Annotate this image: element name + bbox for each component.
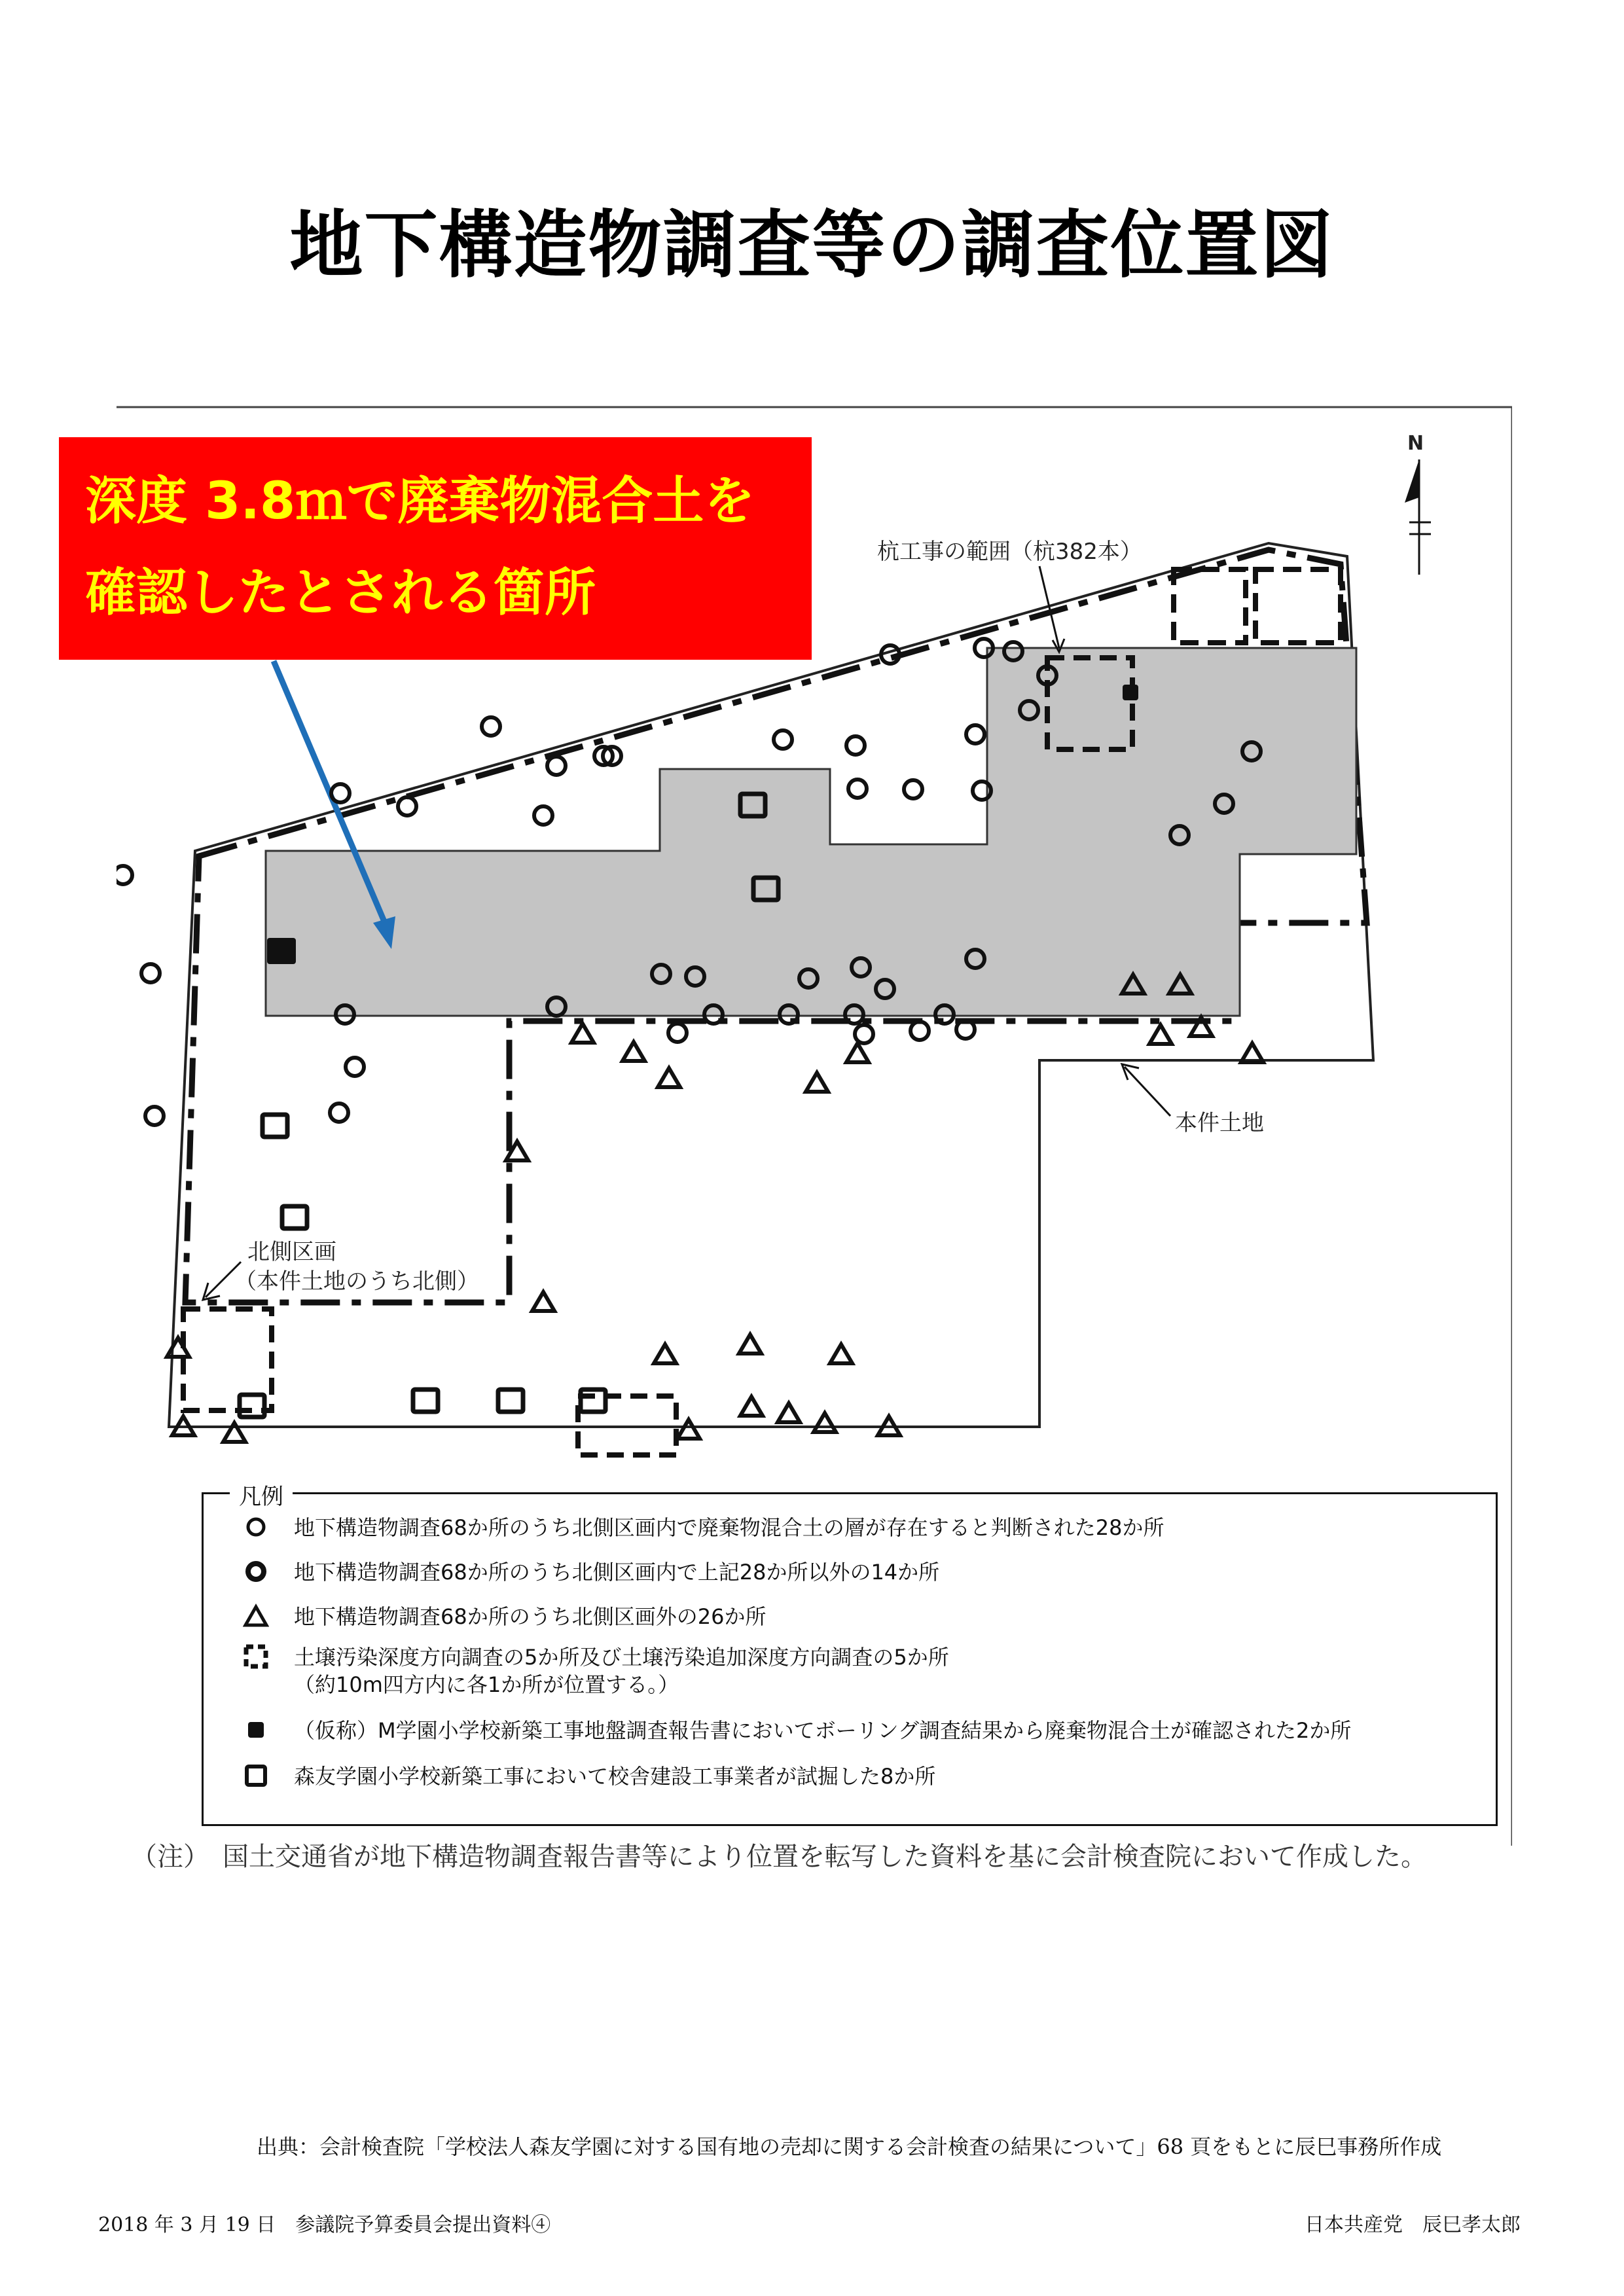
survey-circle-marker [774, 730, 792, 749]
callout-line-1: 深度 3.8ｍで廃棄物混合土を [85, 472, 755, 531]
survey-circle-marker [966, 725, 984, 744]
callout-box [59, 437, 812, 660]
survey-circle-marker [346, 1058, 364, 1076]
survey-circle-marker [848, 780, 867, 798]
triangle-icon [243, 1603, 269, 1629]
survey-triangle-marker [1149, 1025, 1172, 1044]
filled-square-icon [243, 1717, 269, 1743]
survey-triangle-marker [571, 1024, 594, 1043]
survey-circle-marker [330, 1103, 348, 1122]
survey-circle-marker [117, 866, 132, 884]
survey-triangle-marker [814, 1413, 836, 1432]
north-label: N [1407, 432, 1424, 455]
legend-item [243, 1558, 939, 1586]
site-label: 本件土地 [1175, 1110, 1264, 1136]
test-pit-square-marker [282, 1206, 307, 1229]
page-title: 地下構造物調査等の調査位置図 [289, 203, 1335, 288]
legend [202, 1484, 1498, 1826]
survey-circle-marker [911, 1022, 929, 1040]
boring-filled-square-marker [1123, 685, 1138, 700]
survey-circle-marker [145, 1107, 164, 1125]
footer-date: 2018 年 3 月 19 日 参議院予算委員会提出資料④ [98, 2214, 551, 2236]
north-section-label: 北側区画 [247, 1239, 336, 1265]
dashed-square-icon [243, 1643, 269, 1670]
circle-thin-icon [243, 1514, 269, 1540]
survey-triangle-marker [846, 1043, 869, 1062]
legend-text-line-1: 土壌汚染深度方向調査の5か所及び土壌汚染追加深度方向調査の5か所 [294, 1645, 949, 1670]
pile-work-area [266, 648, 1356, 1016]
pile-range-label: 杭工事の範囲（杭382本） [877, 539, 1142, 565]
survey-triangle-marker [830, 1344, 852, 1363]
north-section-sublabel: （本件土地のうち北側） [234, 1268, 479, 1295]
survey-triangle-marker [806, 1073, 828, 1092]
corner-dashed-box [1174, 569, 1246, 643]
survey-triangle-marker [778, 1403, 800, 1422]
legend-text: 地下構造物調査68か所のうち北側区画外の26か所 [294, 1604, 767, 1629]
note: （注） 国土交通省が地下構造物調査報告書等により位置を転写した資料を基に会計検査院において作成した。 [131, 1842, 1427, 1872]
legend-text-line-2: （約10m四方内に各1か所が位置する。） [294, 1672, 679, 1697]
legend-item [243, 1643, 949, 1698]
north-arrow-head [1405, 459, 1419, 503]
square-icon [243, 1763, 269, 1789]
test-pit-square-marker [262, 1115, 287, 1137]
callout-line-2: 確認したとされる箇所 [85, 564, 596, 622]
survey-circle-marker [141, 964, 160, 982]
survey-circle-marker [668, 1024, 687, 1042]
legend-item [243, 1603, 766, 1630]
survey-triangle-marker [677, 1420, 700, 1439]
legend-text: （仮称）M学園小学校新築工事地盤調査報告書においてボーリング調査結果から廃棄物混合土が確認された2か所 [294, 1718, 1352, 1743]
survey-circle-marker [331, 784, 350, 802]
survey-triangle-marker [654, 1344, 676, 1363]
boring-filled-square-marker [267, 938, 296, 964]
legend-item [243, 1763, 935, 1790]
legend-text: 地下構造物調査68か所のうち北側区画内で上記28か所以外の14か所 [294, 1560, 940, 1585]
test-pit-square-marker [581, 1390, 605, 1412]
survey-circle-marker [398, 797, 416, 816]
legend-text: 地下構造物調査68か所のうち北側区画内で廃棄物混合土の層が存在すると判断された28か所 [294, 1515, 1164, 1540]
circle-thick-icon [243, 1558, 269, 1585]
test-pit-square-marker [413, 1390, 438, 1412]
site-leader [1125, 1067, 1170, 1116]
survey-circle-marker [846, 736, 865, 755]
survey-circle-marker [482, 717, 500, 736]
legend-title: 凡例 [230, 1479, 293, 1511]
survey-triangle-marker [532, 1292, 554, 1311]
survey-triangle-marker [658, 1068, 680, 1087]
survey-circle-marker [547, 757, 566, 775]
survey-circle-marker [534, 806, 552, 825]
survey-circle-marker [904, 780, 922, 798]
legend-text [294, 1643, 949, 1698]
legend-text: 森友学園小学校新築工事において校舎建設工事業者が試掘した8か所 [294, 1764, 936, 1789]
test-pit-square-marker [498, 1390, 523, 1412]
survey-triangle-marker [623, 1042, 645, 1061]
legend-item [243, 1514, 1164, 1541]
legend-item [243, 1717, 1351, 1744]
survey-triangle-marker [740, 1397, 763, 1416]
test-pit-square-marker [240, 1395, 264, 1417]
survey-triangle-marker [739, 1335, 761, 1354]
source-citation: 出典：会計検査院「学校法人森友学園に対する国有地の売却に関する会計検査の結果について」68 頁をもとに辰巳事務所作成 [257, 2134, 1442, 2159]
footer-author: 日本共産党 辰巳孝太郎 [1305, 2214, 1521, 2236]
corner-dashed-box [1255, 569, 1341, 643]
